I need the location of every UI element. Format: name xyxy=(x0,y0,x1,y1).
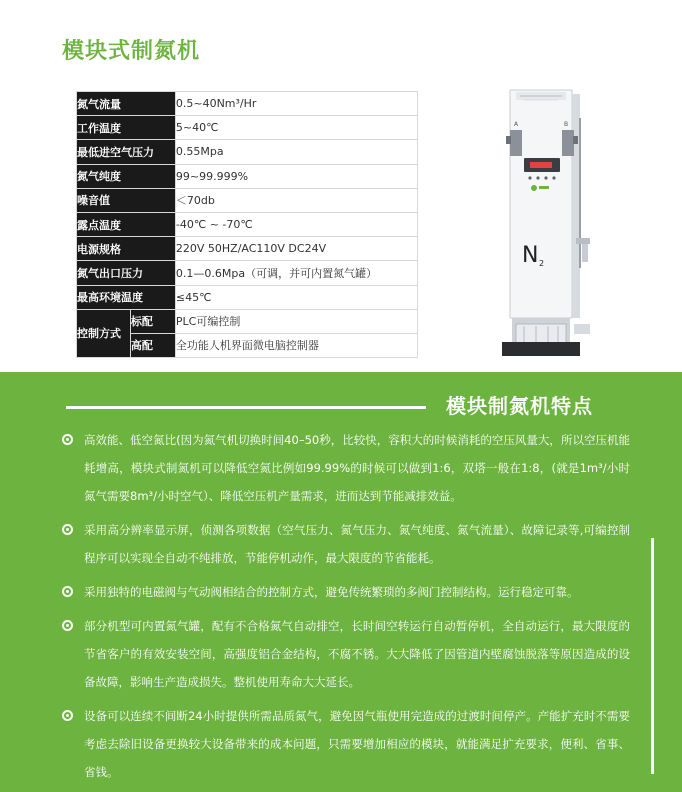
spec-row-control xyxy=(77,309,418,333)
spec-label: 氮气纯度 xyxy=(77,164,176,188)
spec-row xyxy=(77,261,418,285)
feature-text: 设备可以连续不间断24小时提供所需品质氮气，避免因气瓶使用完造成的过渡时间停产。产能扩充时不需要考虑去除旧设备更换较大设备带来的成本问题，只需要增加相应的模块，就能满足扩充要求，便利、省事、省钱。 xyxy=(84,709,630,779)
feature-text: 采用高分辨率显示屏，侦测各项数据（空气压力、氮气压力、氮气纯度、氮气流量）、故障记录等,可编控制程序可以实现全自动不纯排放，节能停机动作，最大限度的节省能耗。 xyxy=(84,523,630,565)
feature-list xyxy=(62,426,630,792)
spec-row xyxy=(77,285,418,309)
spec-value: ＜70db xyxy=(175,188,417,212)
spec-label: 电源规格 xyxy=(77,237,176,261)
spec-row xyxy=(77,212,418,236)
valve-b-label: B xyxy=(564,121,569,128)
spec-label: 噪音值 xyxy=(77,188,176,212)
page-title: 模块式制氮机 xyxy=(62,39,201,64)
spec-value: -40℃ ~ -70℃ xyxy=(175,212,417,236)
bullet-icon xyxy=(62,620,73,631)
valve-a-label: A xyxy=(514,121,519,128)
spec-row xyxy=(77,116,418,140)
spec-row xyxy=(77,164,418,188)
spec-value: 全功能人机界面微电脑控制器 xyxy=(175,333,417,357)
spec-label: 最高环境温度 xyxy=(77,285,176,309)
spec-sublabel: 标配 xyxy=(130,309,175,333)
bullet-icon xyxy=(62,710,73,721)
spec-label: 氮气出口压力 xyxy=(77,261,176,285)
feature-item xyxy=(62,702,630,786)
divider-line xyxy=(66,406,426,409)
bullet-icon xyxy=(62,434,73,445)
bullet-icon xyxy=(62,524,73,535)
spec-value: 99~99.999% xyxy=(175,164,417,188)
feature-item xyxy=(62,578,630,606)
feature-text: 采用独特的电磁阀与气动阀相结合的控制方式，避免传统繁琐的多阀门控制结构。运行稳定可靠。 xyxy=(84,585,579,599)
spec-label: 工作温度 xyxy=(77,116,176,140)
nitrogen-generator-image xyxy=(496,88,606,364)
spec-row xyxy=(77,188,418,212)
spec-value: 0.1—0.6Mpa（可调，并可内置氮气罐） xyxy=(175,261,417,285)
n2-subscript: 2 xyxy=(539,259,545,268)
spec-row xyxy=(77,92,418,116)
spec-value: 0.5~40Nm³/Hr xyxy=(175,92,417,116)
feature-text: 高效能、低空氮比(因为氮气机切换时间40–50秒，比较快，容积大的时候消耗的空压风量大，所以空压机能耗增高，模块式制氮机可以降低空氮比例如99.99%的时候可以做到1:6，双塔一般在1:8，(就是1m³/小时氮气需要8m³/小时空气）、降低空压机产量需求，进而达到节能减排效益。 xyxy=(84,433,630,503)
features-title: 模块制氮机特点 xyxy=(446,394,593,418)
spec-value: 5~40℃ xyxy=(175,116,417,140)
spec-row xyxy=(77,237,418,261)
n2-symbol: N xyxy=(522,243,539,268)
divider-line-vertical xyxy=(651,538,654,774)
spec-label: 氮气流量 xyxy=(77,92,176,116)
spec-sublabel: 高配 xyxy=(130,333,175,357)
spec-table xyxy=(76,91,418,358)
feature-item xyxy=(62,426,630,510)
spec-label: 露点温度 xyxy=(77,212,176,236)
feature-item xyxy=(62,516,630,572)
spec-value: 220V 50HZ/AC110V DC24V xyxy=(175,237,417,261)
spec-label: 最低进空气压力 xyxy=(77,140,176,164)
feature-item xyxy=(62,612,630,696)
spec-value: PLC可编控制 xyxy=(175,309,417,333)
spec-value: 0.55Mpa xyxy=(175,140,417,164)
spec-row xyxy=(77,140,418,164)
bullet-icon xyxy=(62,586,73,597)
spec-label: 控制方式 xyxy=(77,309,131,357)
feature-text: 部分机型可内置氮气罐，配有不合格氮气自动排空，长时间空转运行自动暂停机，全自动运行，最大限度的节省客户的有效安装空间，高强度铝合金结构，不腐不锈。大大降低了因管道内壁腐蚀脱落等原因造成的设备故障，影响生产造成损失。整机使用寿命大大延长。 xyxy=(84,619,630,689)
spec-value: ≤45℃ xyxy=(175,285,417,309)
